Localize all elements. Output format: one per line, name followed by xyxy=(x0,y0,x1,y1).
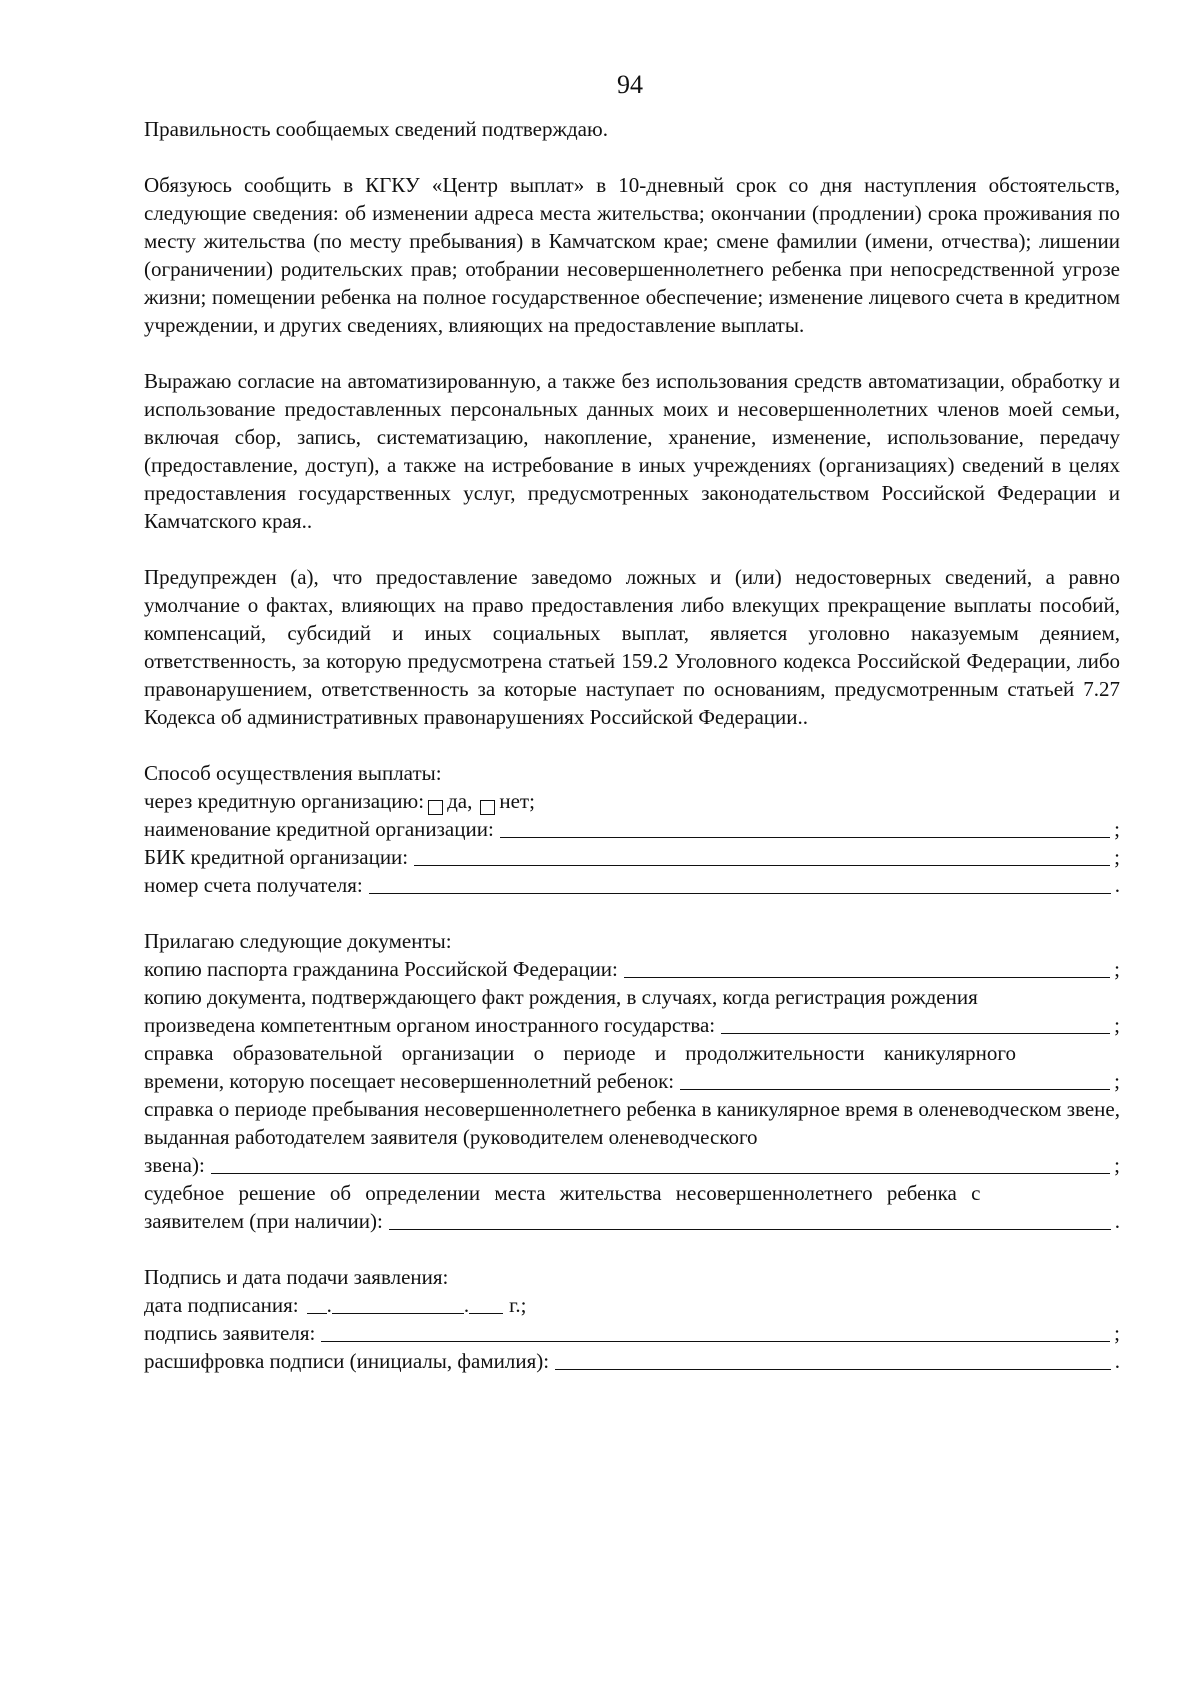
warning-paragraph: Предупрежден (а), что предоставление заведомо ложных и (или) недостоверных сведений, а равно умолчание о фактах, влияющих на право предоставления либо влекущих прекращение выплаты пособий, компенсаций, субсидий и иных социальных выплат, является уголовно наказуемым деянием, ответственность, за которую предусмотрена статьей 159.2 Уголовного кодекса Российской Федерации, либо правонарушением, ответственность за которые наступает по основаниям, предусмотренным статьей 7.27 Кодекса об административных правонарушениях Российской Федерации.. xyxy=(144,565,1120,729)
date-separator: . xyxy=(326,1293,332,1317)
date-row xyxy=(144,1291,1120,1319)
date-separator: . xyxy=(463,1293,470,1317)
herding-certificate-field[interactable] xyxy=(211,1153,1110,1174)
decode-row xyxy=(144,1347,1120,1375)
bank-name-field[interactable] xyxy=(500,817,1110,838)
payment-heading: Способ осуществления выплаты: xyxy=(144,761,442,785)
obligation-paragraph: Обязуюсь сообщить в КГКУ «Центр выплат» в 10-дневный срок со дня наступления обстоятельств, следующие сведения: об изменении адреса места жительства; окончании (продлении) срока проживания по месту жительства (по месту пребывания) в Камчатском крае; смене фамилии (имени, отчества); лишении (ограничении) родительских прав; отобрании несовершеннолетнего ребенка при непосредственной угрозе жизни; помещении ребенка на полное государственное обеспечение; изменение лицевого счета в кредитном учреждении, и других сведениях, влияющих на предоставление выплаты. xyxy=(144,173,1120,337)
documents-heading: Прилагаю следующие документы: xyxy=(144,929,452,953)
semicolon: ; xyxy=(1114,1013,1120,1037)
bik-row xyxy=(144,843,1120,871)
bank-name-row xyxy=(144,815,1120,843)
no-checkbox[interactable] xyxy=(480,800,495,815)
signature-heading: Подпись и дата подачи заявления: xyxy=(144,1265,449,1289)
applicant-signature-field[interactable] xyxy=(321,1321,1110,1342)
bank-name-label: наименование кредитной организации: xyxy=(144,817,494,841)
signature-decoding-field[interactable] xyxy=(555,1349,1111,1370)
yes-checkbox[interactable] xyxy=(428,800,443,815)
page-number: 94 xyxy=(617,70,643,99)
birth-label-line1: копию документа, подтверждающего факт рождения, в случаях, когда регистрация рождения xyxy=(144,985,978,1009)
account-field[interactable] xyxy=(369,873,1111,894)
court-row-1 xyxy=(144,1179,1120,1207)
birth-document-field[interactable] xyxy=(721,1013,1110,1034)
court-label-line1: судебное решение об определении места жительства несовершеннолетнего ребенка с xyxy=(144,1181,981,1205)
birth-row-2 xyxy=(144,1011,1120,1039)
birth-row-1 xyxy=(144,983,1120,1011)
bik-field[interactable] xyxy=(414,845,1110,866)
application-form-body xyxy=(144,115,1120,1375)
semicolon: ; xyxy=(1114,817,1120,841)
court-label-line2: заявителем (при наличии): xyxy=(144,1209,383,1233)
school-label-line1: справка образовательной организации о периоде и продолжительности каникулярного xyxy=(144,1041,1017,1065)
semicolon: ; xyxy=(1114,1069,1120,1093)
herding-label-line2: звена): xyxy=(144,1153,205,1177)
semicolon: ; xyxy=(1114,957,1120,981)
confirm-statement: Правильность сообщаемых сведений подтверждаю. xyxy=(144,117,608,141)
birth-label-line2: произведена компетентным органом иностранного государства: xyxy=(144,1013,716,1037)
no-label: нет; xyxy=(499,789,535,813)
consent-paragraph: Выражаю согласие на автоматизированную, а также без использования средств автоматизации, обработку и использование предоставленных персональных данных моих и несовершеннолетних членов моей семьи, включая сбор, запись, систематизацию, накопление, хранение, изменение, использование, передачу (предоставление, доступ), а также на истребование в иных учреждениях (организациях) сведений в целях предоставления государственных услуг, предусмотренных законодательством Российской Федерации и Камчатского края.. xyxy=(144,369,1120,533)
sign-label: подпись заявителя: xyxy=(144,1321,316,1345)
date-year-field[interactable] xyxy=(469,1293,503,1314)
credit-org-label: через кредитную организацию: xyxy=(144,789,425,813)
period: . xyxy=(1114,1209,1120,1233)
semicolon: ; xyxy=(1114,845,1120,869)
account-row xyxy=(144,871,1120,899)
school-row-2 xyxy=(144,1067,1120,1095)
passport-label: копию паспорта гражданина Российской Федерации: xyxy=(144,957,618,981)
date-month-field[interactable] xyxy=(332,1293,464,1314)
period: . xyxy=(1114,873,1120,897)
passport-field[interactable] xyxy=(624,957,1110,978)
sign-row xyxy=(144,1319,1120,1347)
school-label-line2: времени, которую посещает несовершеннолетний ребенок: xyxy=(144,1069,675,1093)
school-row-1 xyxy=(144,1039,1120,1067)
semicolon: ; xyxy=(1114,1153,1120,1177)
school-certificate-field[interactable] xyxy=(680,1069,1110,1090)
herding-row-2 xyxy=(144,1151,1120,1179)
court-row-2 xyxy=(144,1207,1120,1235)
date-label: дата подписания: xyxy=(144,1293,299,1317)
period: . xyxy=(1114,1349,1120,1373)
credit-org-choice xyxy=(144,787,1120,815)
passport-row xyxy=(144,955,1120,983)
date-suffix: г.; xyxy=(509,1293,527,1317)
court-decision-field[interactable] xyxy=(389,1209,1111,1230)
bik-label: БИК кредитной организации: xyxy=(144,845,409,869)
yes-label: да, xyxy=(447,789,473,813)
date-day-field[interactable] xyxy=(307,1293,327,1314)
account-label: номер счета получателя: xyxy=(144,873,363,897)
herding-label-line1: справка о периоде пребывания несовершеннолетнего ребенка в каникулярное время в оленеводческом звене, выданная работодателем заявителя (руководителем оленеводческого xyxy=(144,1097,1120,1149)
decode-label: расшифровка подписи (инициалы, фамилия): xyxy=(144,1349,550,1373)
semicolon: ; xyxy=(1114,1321,1120,1345)
